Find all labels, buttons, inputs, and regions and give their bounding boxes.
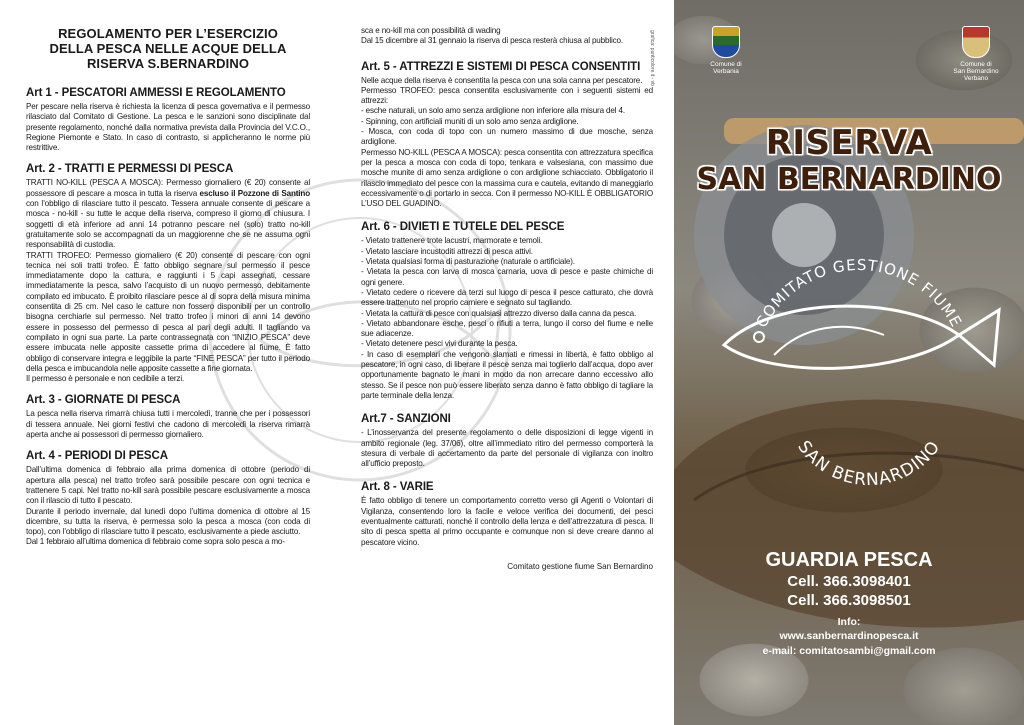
article-line: - Vietato trattenere trote lacustri, marmorate e temoli. xyxy=(361,236,543,246)
logo-label: San Bernardino xyxy=(953,68,999,75)
article-text: Il permesso è personale e non cedibile a terzi. xyxy=(26,374,185,384)
info-label: Info: xyxy=(837,616,861,628)
title-line: DELLA PESCA NELLE ACQUE DELLA xyxy=(49,41,287,56)
article-8 xyxy=(361,481,653,547)
cover-photo-panel xyxy=(674,0,1024,725)
article-heading: Art. 8 - VARIE xyxy=(361,481,434,494)
article-text xyxy=(26,178,310,250)
article-4 xyxy=(26,450,310,547)
article-heading: Art. 2 - TRATTI E PERMESSI DI PESCA xyxy=(26,163,234,176)
logo-label: Verbania xyxy=(713,68,739,75)
article-text: Durante il periodo invernale, dal lunedì dopo l’ultima domenica di ottobre al 15 dicembre, su tutta la riserva, è permessa solo la pesca a mosca (con coda di topo), con l’obbligo di rilasciare tutto il pescato, esclusivamente a piede asciutto. xyxy=(26,506,310,537)
text-column-left xyxy=(26,26,310,548)
cover-title-line-1: RISERVA xyxy=(765,123,933,163)
comitato-emblem xyxy=(714,225,1004,485)
logo-label: Comune di xyxy=(960,61,992,68)
article-line: - Vietata la pesca con larva di mosca carnaria, uova di pesce e paste chimiche di ogni genere. xyxy=(361,267,653,287)
article-line: - Vietata la cattura di pesce con qualsiasi attrezzo diverso dalla canna da pesca. xyxy=(361,308,637,318)
verbania-coat-of-arms-icon xyxy=(712,26,740,58)
article-5 xyxy=(361,61,653,210)
article-heading: Art.7 - SANZIONI xyxy=(361,413,451,426)
article-text: Dal 15 dicembre al 31 gennaio la riserva di pesca resterà chiusa al pubblico. xyxy=(361,36,623,46)
article-heading: Art. 3 - GIORNATE DI PESCA xyxy=(26,394,181,407)
article-line: - In caso di esemplari che vengono slamati e rimessi in libertà, è fatto obbligo al pescatore, in ogni caso, di liberare il pesce senza mai toglierlo dall’acqua, dopo aver opportunamente bagnato le mani in modo da non arrecare danno eccessivo allo stesso. Se il pesce non può essere liberato senza danno è fatto obbligo di tagliare la parte terminale della lenza. xyxy=(361,349,653,400)
emblem-arc-top: COMITATO GESTIONE FIUME xyxy=(752,255,966,331)
document-title xyxy=(26,26,310,71)
article-text: - L’inosservanza del presente regolamento o delle disposizioni di legge vigenti in ambito regionale (leg. 37/06), oltre all’immediato ritiro del permesso comporterà la stesura di verbale di accertamento da parte del personale di vigilanza con inoltro all’ufficio preposto. xyxy=(361,428,653,469)
article-line: Permesso TROFEO: pesca consentita esclusivamente con i seguenti sistemi ed attrezzi: xyxy=(361,85,653,106)
logo-label: Verbano xyxy=(963,75,989,82)
article-7 xyxy=(361,413,653,469)
bold-run: escluso il Pozzone di Santino xyxy=(199,188,310,198)
article-text: Per pescare nella riserva è richiesta la licenza di pesca governativa e il permesso rilasciato dal Comitato di Gestione. La pesca e le sanzioni sono disciplinate dal presente regolamento, nonché dalla normativa prevista dalla Provincia del V.C.O., Regione Piemonte e Stato. In caso di contrasto, si applicheranno le norme più restrittive. xyxy=(26,102,310,153)
email-link[interactable]: e-mail: comitatosambi@gmail.com xyxy=(762,645,936,657)
article-6 xyxy=(361,221,653,401)
article-line: - Spinning, con artificiali muniti di un solo amo senza ardiglione. xyxy=(361,116,579,126)
article-line: Permesso NO-KILL (PESCA A MOSCA): pesca consentita con attrezzatura specifica per la pesca a mosca con coda di topo, tenkara e valsesiana, con massimo due mosche munite di amo senza ardiglione o con ardiglione schiacciato. Obbligatorio il rilascio immediato del pesce con la massima cura e cautela, evitando di maneggiarlo eccessivamente o di portarlo in secca. Con il permesso NO-KILL È OBBLIGATORIO L’USO DEL GUADINO. xyxy=(361,147,653,209)
article-text: TRATTI TROFEO: Permesso giornaliero (€ 20) consente di pescare con ogni tecnica nei soli tratti trofeo. È fatto obbligo segnare sul permesso il pesce immediatamente dopo la cattura, e raggiunti i 5 capi assegnati, cessare immediatamente la pesca, salvo l’acquisto di un nuovo permesso, debitamente compilato ed imbucato. È proibito rilasciare pesce al di sopra della misura minima consentita di 25 cm. Nel caso le catture non fossero disponibili per un controllo bisogna cerchiarle sul permesso. Nel tratto trofeo i minori di anni 14 devono essere in possesso del permesso di pesca al pari degli adulti. Il tagliando va compilato in ogni sua parte. La parte contrassegnata con “INIZIO PESCA” deve essere imbucata nelle apposite cassette prima di accedere al fiume. È fatto obbligo di conservare integra e leggibile la parte “FINE PESCA” per tutto il periodo della pesca e imbucandola nelle apposite cassette a fine giornata. xyxy=(26,250,310,373)
article-text: Dall’ultima domenica di febbraio alla prima domenica di ottobre (periodo di apertura alla pesca) nel tratto trofeo sarà possibile pescare con ogni tecnica e trattenere 5 capi. Nel tratto no-kill sarà possibile pescare esclusivamente a mosca con il rilascio di tutto il pescato. xyxy=(26,465,310,506)
article-text: Dal 1 febbraio all’ultima domenica di febbraio come sopra solo pesca a mo- xyxy=(26,537,285,547)
article-text: La pesca nella riserva rimarrà chiusa tutti i mercoledì, tranne che per i possessori di tessera annuale. Nei giorni festivi che cadono di mercoledì la riserva rimarrà aperta anche ai possessori di permesso giornaliero. xyxy=(26,409,310,440)
text-run: con l’obbligo di rilasciare tutto il pescato. Tessera annuale consente di pescare a mosca - no-kill - su tutte le acque della riserva, compreso il giorno di chiusura. I soggetti di età inferiore ad anni 14 potranno pescare nel (solo) tratto no-kill gratuitamente solo se accompagnati da un maggiorenne che se ne assuma ogni responsabilità di custodia. xyxy=(26,199,310,250)
guardia-pesca-heading: GUARDIA PESCA xyxy=(765,549,933,571)
text-column-right xyxy=(361,26,653,572)
phone-number-1: Cell. 366.3098401 xyxy=(787,573,911,590)
article-heading: Art 1 - PESCATORI AMMESSI E REGOLAMENTO xyxy=(26,87,286,99)
article-line: - Vietata qualsiasi forma di pasturazione (naturale o artificiale). xyxy=(361,257,575,267)
article-line: - Vietato lasciare incustoditi attrezzi di pesca attivi. xyxy=(361,246,533,256)
signature: Comitato gestione fiume San Bernardino xyxy=(507,561,653,571)
article-4-continued xyxy=(361,26,653,47)
logo-san-bernardino xyxy=(946,26,1006,82)
article-heading: Art. 4 - PERIODI DI PESCA xyxy=(26,450,168,463)
cover-title-line-2: SAN BERNARDINO xyxy=(696,162,1002,197)
title-line: REGOLAMENTO PER L’ESERCIZIO xyxy=(58,26,278,41)
article-line: - Mosca, con coda di topo con un numero massimo di due mosche, senza ardiglione. xyxy=(361,127,653,147)
article-text: È fatto obbligo di tenere un comportamento corretto verso gli Agenti o Volontari di Vigilanza, consentendo loro la facile e veloce verifica dei documenti, dei pesci eventualmente catturati, nonché il controllo della lenza e dell’attrezzatura di pesca. Il sito di pesca spetta al primo occupante e comunque non si deve creare danno al pescatore vicino. xyxy=(361,496,653,547)
article-line: - esche naturali, un solo amo senza ardiglione non inferiore alla misura del 4. xyxy=(361,106,625,116)
article-line: Nelle acque della riserva è consentita la pesca con una sola canna per pescatore. xyxy=(361,75,643,85)
article-heading: Art. 6 - DIVIETI E TUTELE DEL PESCE xyxy=(361,221,565,234)
title-line: RISERVA S.BERNARDINO xyxy=(86,56,250,71)
logo-verbania xyxy=(706,26,746,75)
article-line: - Vietato cedere o ricevere da terzi sul luogo di pesca il pesce catturato, che dovrà essere trattenuto nel proprio carniere e segnato sul tagliando. xyxy=(361,287,653,308)
article-2 xyxy=(26,163,310,384)
phone-number-2: Cell. 366.3098501 xyxy=(787,592,911,609)
article-text: sca e no-kill ma con possibilità di wading xyxy=(361,26,501,35)
article-line: - Vietato detenere pesci vivi durante la pesca. xyxy=(361,339,518,349)
logo-label: Comune di xyxy=(710,61,742,68)
graphic-credit: grafica: punticolore.it - vb xyxy=(649,30,655,86)
text-run: TRATTI NO-KILL (PESCA A MOSCA): Permesso giornaliero (€ 20) consente al possessore di pescare a mosca in tutta la riserva xyxy=(26,178,310,198)
website-link[interactable]: www.sanbernardinopesca.it xyxy=(779,630,919,642)
article-line: - Vietato abbandonare esche, pesci o rifiuti a terra, lungo il corso del fiume e nelle sue adiacenze. xyxy=(361,318,653,339)
article-3 xyxy=(26,394,310,440)
article-heading: Art. 5 - ATTREZZI E SISTEMI DI PESCA CONSENTITI xyxy=(361,60,641,73)
san-bernardino-coat-of-arms-icon xyxy=(962,26,990,58)
emblem-arc-bottom: SAN BERNARDINO xyxy=(793,437,945,485)
article-1 xyxy=(26,87,310,153)
